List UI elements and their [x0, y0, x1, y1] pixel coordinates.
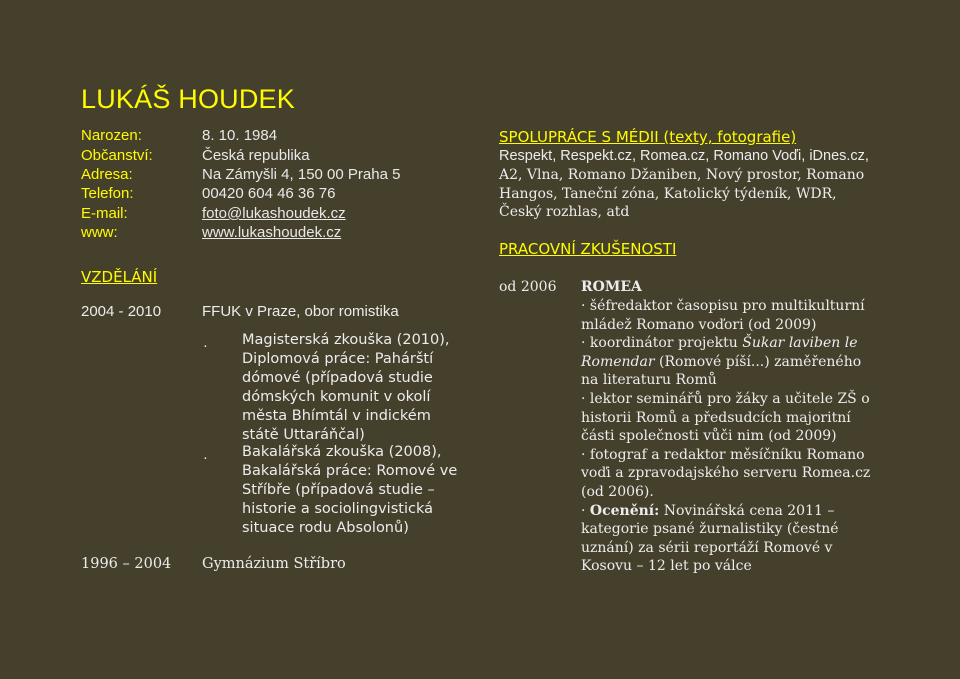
- media-heading: SPOLUPRÁCE S MÉDII (texty, fotografie): [499, 128, 797, 146]
- work-heading: PRACOVNÍ ZKUŠENOSTI: [499, 240, 677, 258]
- media-text: A2, Vlna, Romano Džaniben, Nový prostor, Romano Hangos, Taneční zóna, Katolický týdeník, WDR, Český rozhlas, atd: [499, 167, 865, 221]
- birth-value: 8. 10. 1984: [202, 127, 278, 144]
- person-name: LUKÁŠ HOUDEK: [81, 84, 295, 114]
- email-label: E-mail:: [81, 205, 128, 222]
- education-years-2: 1996 – 2004: [81, 556, 172, 572]
- bullet-marker: ·: [203, 450, 208, 466]
- education-heading: VZDĚLÁNÍ: [81, 268, 158, 286]
- education-item-1: Magisterská zkouška (2010), Diplomová práce: Pahárští dómové (případová studie dómských komunit v okolí města Bhímtál v indickém státě Uttaráňčal): [242, 332, 450, 443]
- address-value: Na Zámyšli 4, 150 00 Praha 5: [202, 166, 401, 183]
- address-label: Adresa:: [81, 166, 133, 183]
- education-school-1: FFUK v Praze, obor romistika: [202, 303, 399, 320]
- bullet-marker: ·: [581, 502, 586, 519]
- work-item-2: · koordinátor projektu Šukar laviben le Romendar (Romové píší...) zaměřeného na literaturu Romů: [581, 335, 862, 389]
- education-years-1: 2004 - 2010: [81, 303, 162, 320]
- birth-label: Narozen:: [81, 127, 142, 144]
- bullet-marker: ·: [581, 298, 586, 314]
- award-label: Ocenění:: [589, 502, 660, 519]
- work-item-3: · lektor seminářů pro žáky a učitele ZŠ o historii Romů a předsudcích majoritní části společnosti vůči nim (od 2009): [581, 390, 870, 445]
- email-link[interactable]: foto@lukashoudek.cz: [202, 205, 346, 222]
- web-link[interactable]: www.lukashoudek.cz: [202, 224, 342, 241]
- phone-value: 00420 604 46 36 76: [202, 185, 336, 202]
- citizenship-label: Občanství:: [81, 147, 153, 164]
- award-item: · Ocenění: Novinářská cena 2011 – kategorie psané žurnalistiky (čestné uznání) za sérii reportáží Romové v Kosovu – 12 let po válce: [581, 502, 839, 575]
- project-name: Šukar laviben le Romendar: [581, 335, 858, 370]
- bullet-marker: ·: [581, 390, 586, 407]
- education-school-2: Gymnázium Stříbro: [202, 556, 346, 572]
- citizenship-value: Česká republika: [202, 147, 310, 164]
- bullet-marker: ·: [203, 338, 208, 354]
- phone-label: Telefon:: [81, 185, 134, 202]
- work-period: od 2006: [499, 279, 557, 295]
- bullet-marker: ·: [581, 335, 586, 352]
- work-item-4: · fotograf a redaktor měsíčníku Romano voďi a zpravodajského serveru Romea.cz (od 2006).: [581, 446, 871, 500]
- web-label: www:: [81, 224, 118, 241]
- bullet-marker: ·: [581, 446, 586, 463]
- education-item-2: Bakalářská zkouška (2008), Bakalářská práce: Romové ve Stříbře (případová studie – historie a sociolingvistická situace rodu Absolonů): [242, 444, 458, 536]
- work-item-1: · šéfredaktor časopisu pro multikulturní mládež Romano voďori (od 2009): [581, 298, 865, 333]
- employer-name: ROMEA: [581, 279, 642, 295]
- work-list: [581, 297, 881, 576]
- media-line-1: Respekt, Respekt.cz, Romea.cz, Romano Voďi, iDnes.cz,: [499, 148, 869, 164]
